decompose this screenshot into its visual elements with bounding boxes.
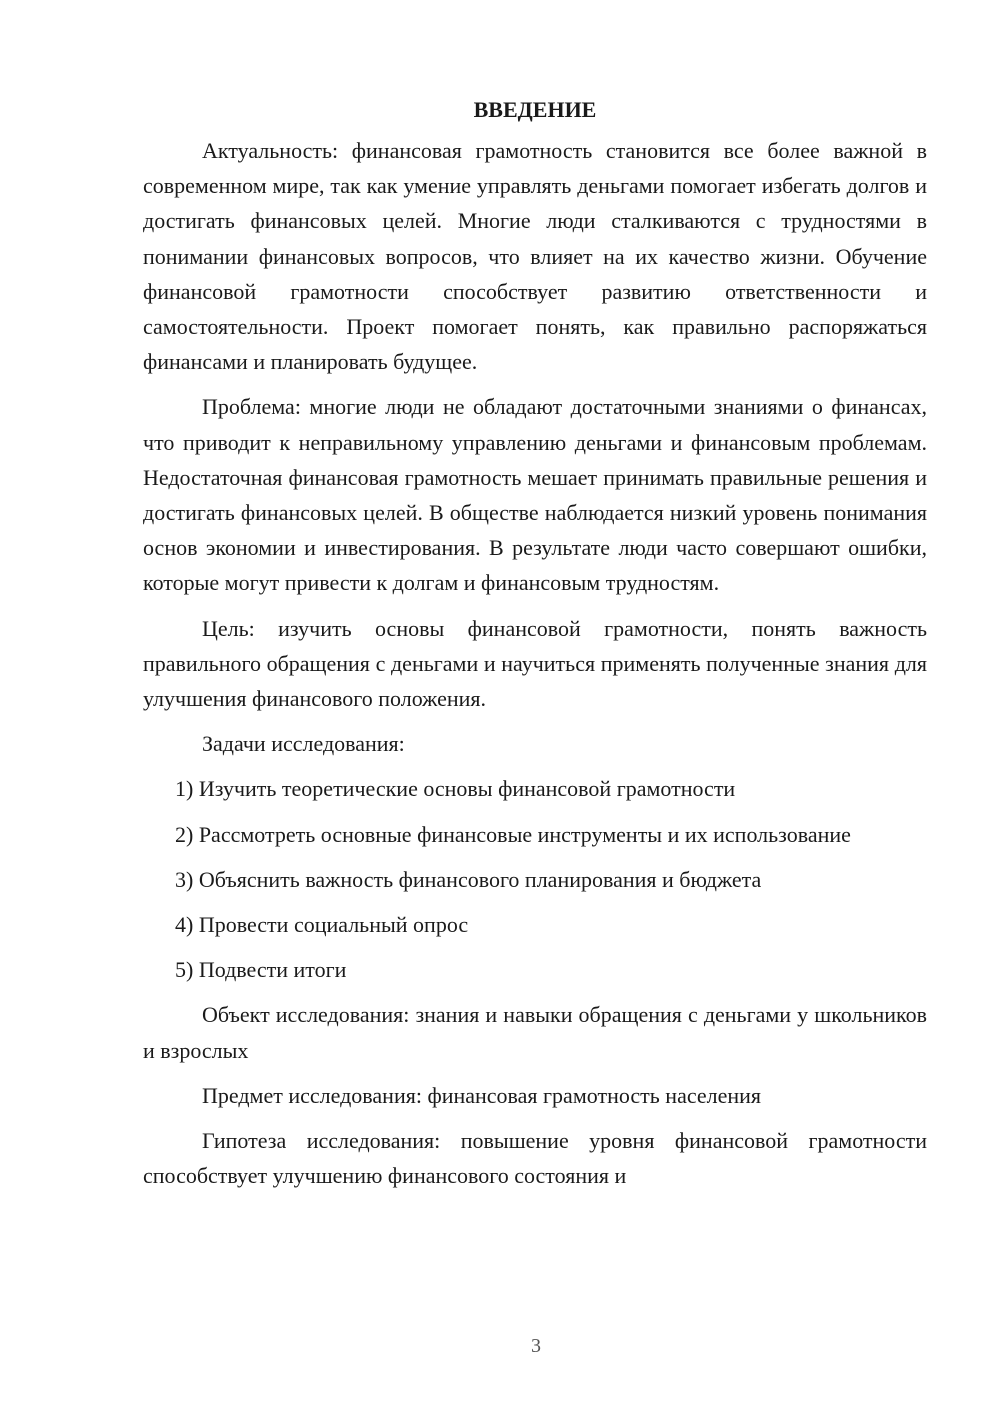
- paragraph-subject: Предмет исследования: финансовая грамотность населения: [202, 1082, 762, 1108]
- page-content: [143, 92, 927, 1193]
- page-number: 3: [531, 1335, 541, 1357]
- paragraph-problem: Проблема: многие люди не обладают достаточными знаниями о финансах, что приводит к неправильному управлению деньгами и финансовым проблемам. Недостаточная финансовая грамотность мешает принимать правильные решения и достигать финансовых целей. В обществе наблюдается низкий уровень понимания основ экономии и инвестирования. В результате люди часто совершают ошибки, которые могут привести к долгам и финансовым трудностям.: [143, 394, 927, 596]
- task-item-5: 5) Подвести итоги: [175, 957, 347, 983]
- task-item-1: 1) Изучить теоретические основы финансовой грамотности: [175, 776, 736, 802]
- task-item-3: 3) Объяснить важность финансового планирования и бюджета: [175, 866, 762, 892]
- paragraph-object: Объект исследования: знания и навыки обращения с деньгами у школьников и взрослых: [143, 1002, 927, 1063]
- paragraph-relevance: Актуальность: финансовая грамотность становится все более важной в современном мире, так как умение управлять деньгами помогает избегать долгов и достигать финансовых целей. Многие люди сталкиваются с трудностями в понимании финансовых вопросов, что влияет на их качество жизни. Обучение финансовой грамотности способствует развитию ответственности и самостоятельности. Проект помогает понять, как правильно распоряжаться финансами и планировать будущее.: [143, 138, 927, 375]
- paragraph-tasks-heading: Задачи исследования:: [202, 731, 405, 757]
- paragraph-goal: Цель: изучить основы финансовой грамотности, понять важность правильного обращения с деньгами и научиться применять полученные знания для улучшения финансового положения.: [143, 615, 927, 712]
- paragraph-hypothesis: Гипотеза исследования: повышение уровня финансовой грамотности способствует улучшению финансового состояния и: [143, 1128, 927, 1189]
- task-item-4: 4) Провести социальный опрос: [175, 912, 469, 938]
- section-title: ВВЕДЕНИЕ: [473, 97, 597, 122]
- task-item-2: 2) Рассмотреть основные финансовые инструменты и их использование: [175, 821, 851, 847]
